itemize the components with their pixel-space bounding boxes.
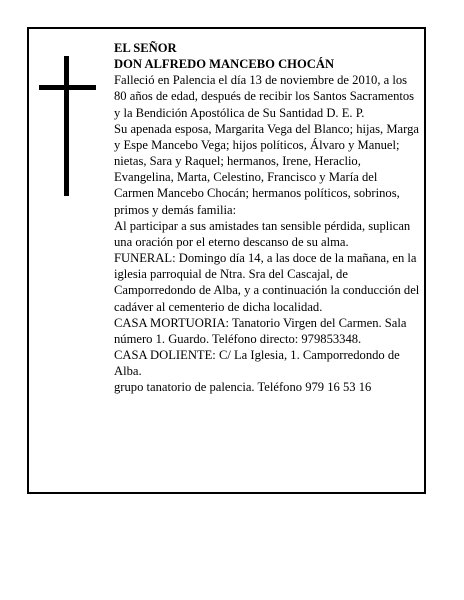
deceased-name: DON ALFREDO MANCEBO CHOCÁN [114,57,335,72]
funeral-service-contact: grupo tanatorio de palencia. Teléfono 979 16 53 16 [114,380,372,395]
prayer-request: Al participar a sus amistades tan sensible pérdida, suplican una oración por el eterno descanso de su alma. [114,218,411,249]
funeral-details: FUNERAL: Domingo día 14, a las doce de la mañana, en la iglesia parroquial de Ntra. Sra del Cascajal, de Camporredondo de Alba, y a continuación la conducción del cadáver al cementerio de dicha localidad. [114,251,420,314]
cross-horizontal-bar [39,85,96,90]
cross-vertical-bar [64,56,69,196]
notice-text [114,40,420,395]
funeral-home-details: CASA MORTUORIA: Tanatorio Virgen del Carmen. Sala número 1. Guardo. Teléfono directo: 979853348. [114,315,407,346]
family-address: CASA DOLIENTE: C/ La Iglesia, 1. Camporredondo de Alba. [114,347,400,379]
death-announcement: Falleció en Palencia el día 13 de noviembre de 2010, a los 80 años de edad, después de recibir los Santos Sacramentos y la Bendición Apostólica de Su Santidad D. E. P. [114,73,415,120]
family-list: Su apenada esposa, Margarita Vega del Blanco; hijas, Marga y Espe Mancebo Vega; hijos políticos, Álvaro y Manuel; nietas, Sara y Raquel; hermanos, Irene, Heraclio, Evangelina, Marta, Celestino, Francisco y María del Carmen Mancebo Chocán; hermanos políticos, sobrinos, primos y demás familia: [114,121,419,217]
heading-title: EL SEÑOR [114,41,177,55]
